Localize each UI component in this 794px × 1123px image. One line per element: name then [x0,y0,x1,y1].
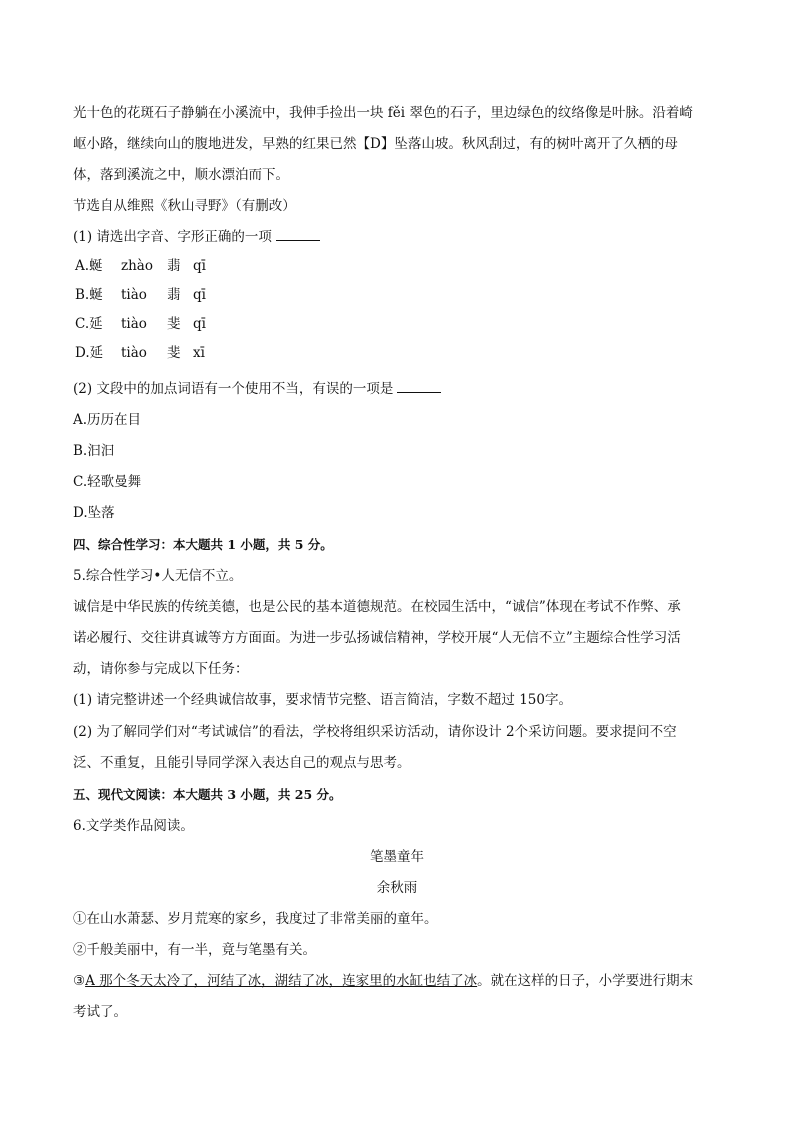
q5-title: 5.综合性学习•人无信不立。 [73,568,243,584]
q2-option-a[interactable]: A.历历在目 [73,412,142,428]
q2-option-d[interactable]: D.坠落 [73,505,115,521]
section-5-heading: 五、现代文阅读：本大题共 3 小题，共 25 分。 [73,787,342,802]
option-pinyin: qī [193,316,206,332]
option-label: A.蜒 [75,258,103,274]
option-label: C.延 [75,316,103,332]
option-char: 翡 [167,258,181,274]
passage-line-2: 岖小路，继续向山的腹地进发，早熟的红果已然【D】坠落山坡。秋风刮过，有的树叶离开了久栖的母 [73,136,678,152]
option-label: D.延 [75,345,104,361]
passage-line-3: 体，落到溪流之中，顺水漂泊而下。 [73,167,289,183]
passage-line-1: 光十色的花斑石子静躺在小溪流中，我伸手捡出一块 fěi 翠色的石子，里边绿色的纹络像是叶脉。沿着崎 [73,105,693,121]
q1-stem-text: (1) 请选出字音、字形正确的一项 [73,229,272,245]
section-4-heading: 四、综合性学习：本大题共 1 小题，共 5 分。 [73,537,333,552]
article-author: 余秋雨 [376,880,418,896]
paragraph-number: ③ [73,973,86,989]
q2-stem-text: (2) 文段中的加点词语有一个使用不当，有误的一项是 [73,381,394,397]
paragraph-3-continued: 考试了。 [73,1004,127,1020]
q5-task-2-line-1: (2) 为了解同学们对“考试诚信”的看法，学校将组织采访活动，请你设计 2个采访问题。要求提问不空 [73,724,677,740]
q5-intro-line-2: 诺必履行、交往讲真诚等方方面面。为进一步弘扬诚信精神，学校开展“人无信不立”主题综合性学习活 [73,630,681,646]
option-char: 斐 [167,316,181,332]
answer-blank[interactable] [276,228,320,241]
passage-source: 节选自从维熙《秋山寻野》（有删改） [73,198,296,214]
paragraph-2: ②千般美丽中，有一半，竟与笔墨有关。 [73,942,316,958]
q2-option-c[interactable]: C.轻歌曼舞 [73,474,142,490]
q5-intro-line-3: 动，请你参与完成以下任务： [73,661,249,677]
option-pinyin: tiào [121,287,147,303]
option-pinyin: qī [193,258,206,274]
q2-option-b[interactable]: B.汩汩 [73,443,115,459]
option-char: 斐 [167,345,181,361]
q6-title: 6.文学类作品阅读。 [73,818,194,834]
paragraph-3-rest: 。就在这样的日子，小学要进行期末 [477,973,694,989]
option-label: B.蜒 [75,287,103,303]
option-pinyin: tiào [121,316,147,332]
option-pinyin: tiào [121,345,147,361]
article-title: 笔墨童年 [370,849,424,865]
q5-task-2-line-2: 泛、不重复，且能引导同学深入表达自己的观点与思考。 [73,755,411,771]
q2-stem [73,379,723,399]
q5-task-1: (1) 请完整讲述一个经典诚信故事，要求情节完整、语言简洁，字数不超过 150字。 [73,692,572,708]
paragraph-3 [73,971,723,991]
option-pinyin: xī [193,345,205,361]
option-char: 翡 [167,287,181,303]
option-pinyin: zhào [121,258,153,274]
underlined-sentence-a: A 那个冬天太冷了，河结了冰，湖结了冰，连家里的水缸也结了冰 [85,973,478,989]
q1-stem [73,227,723,247]
paragraph-1: ①在山水萧瑟、岁月荒寒的家乡，我度过了非常美丽的童年。 [73,911,438,927]
answer-blank[interactable] [397,380,441,393]
q5-intro-line-1: 诚信是中华民族的传统美德，也是公民的基本道德规范。在校园生活中，“诚信”体现在考试不作弊、承 [73,599,681,615]
option-pinyin: qī [193,287,206,303]
